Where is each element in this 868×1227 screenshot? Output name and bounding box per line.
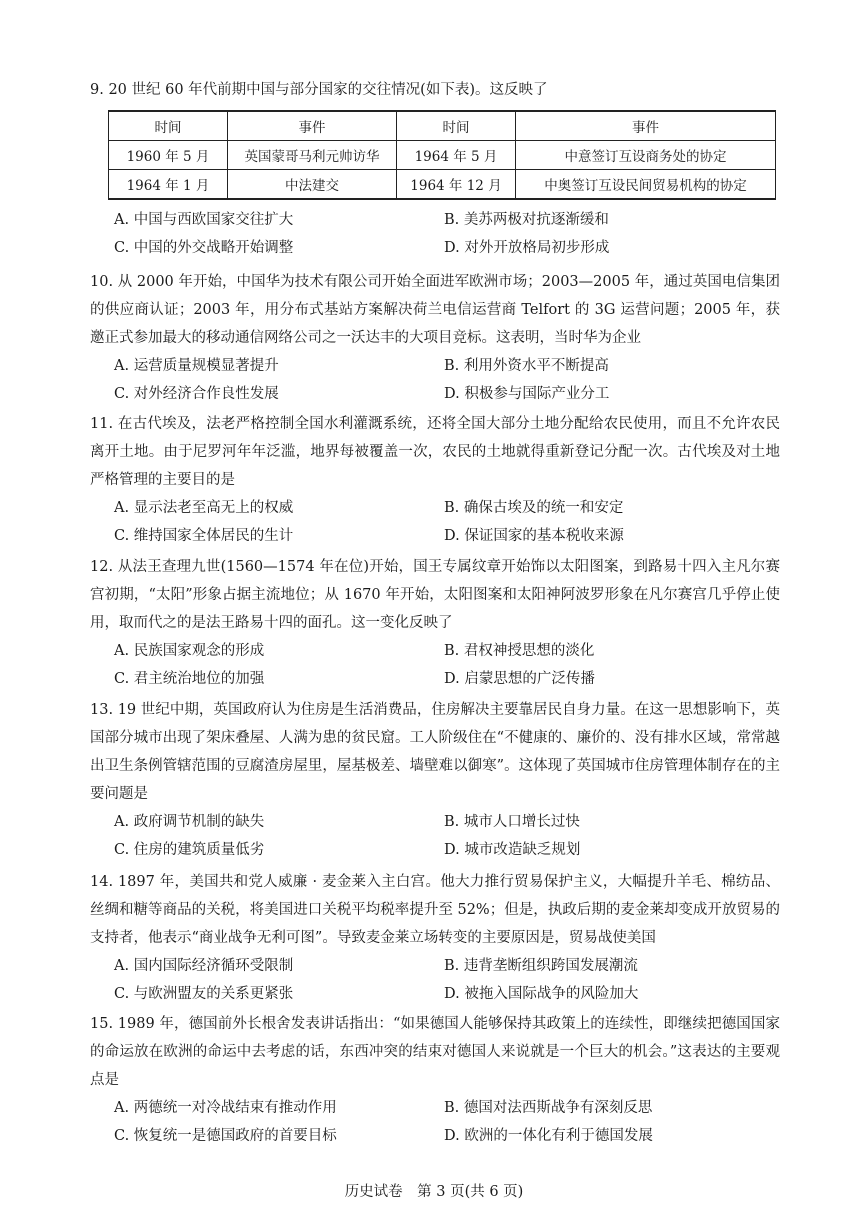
- option-c[interactable]: C. 住房的建筑质量低劣: [114, 842, 265, 858]
- table-cell: 1964 年 12 月: [397, 170, 516, 200]
- option-c[interactable]: C. 对外经济合作良性发展: [114, 386, 279, 402]
- table-cell: 中意签订互设商务处的协定: [516, 141, 776, 170]
- option-b[interactable]: B. 美苏两极对抗逐渐缓和: [444, 212, 609, 228]
- option-a[interactable]: A. 中国与西欧国家交往扩大: [114, 212, 294, 228]
- table-cell: 中法建交: [228, 170, 397, 200]
- option-d[interactable]: D. 积极参与国际产业分工: [444, 386, 610, 402]
- table-cell: 1960 年 5 月: [109, 141, 228, 170]
- question-11: [90, 410, 780, 550]
- option-b[interactable]: B. 德国对法西斯战争有深刻反思: [444, 1100, 653, 1116]
- option-b[interactable]: B. 君权神授思想的淡化: [444, 643, 595, 659]
- question-stem: 13. 19 世纪中期，英国政府认为住房是生活消费品，住房解决主要靠居民自身力量。在这一思想影响下，英国部分城市出现了架床叠屋、人满为患的贫民窟。工人阶级住在“不健康的、廉价的、没有排水区域，常常越出卫生条例管辖范围的豆腐渣房屋里，屋基极差、墙壁难以御寒”。这体现了英国城市住房管理体制存在的主要问题是: [90, 702, 780, 802]
- table-cell: 1964 年 5 月: [397, 141, 516, 170]
- options: [114, 637, 780, 693]
- question-stem: 10. 从 2000 年开始，中国华为技术有限公司开始全面进军欧洲市场；2003—2005 年，通过英国电信集团的供应商认证；2003 年，用分布式基站方案解决荷兰电信运营商 Telfort 的 3G 运营问题；2005 年，获邀正式参加最大的移动通信网络公司之一沃达丰的大项目竞标。这表明，当时华为企业: [90, 274, 780, 346]
- option-a[interactable]: A. 运营质量规模显著提升: [114, 358, 279, 374]
- table-header: 事件: [516, 111, 776, 141]
- table-header: 时间: [109, 111, 228, 141]
- option-b[interactable]: B. 违背垄断组织跨国发展潮流: [444, 958, 638, 974]
- options: [114, 494, 780, 550]
- table-header: 时间: [397, 111, 516, 141]
- option-d[interactable]: D. 启蒙思想的广泛传播: [444, 671, 595, 687]
- option-b[interactable]: B. 城市人口增长过快: [444, 814, 580, 830]
- option-c[interactable]: C. 中国的外交战略开始调整: [114, 240, 294, 256]
- option-c[interactable]: C. 君主统治地位的加强: [114, 671, 265, 687]
- question-stem: 12. 从法王查理九世(1560—1574 年在位)开始，国王专属纹章开始饰以太阳图案，到路易十四入主凡尔赛宫初期，“太阳”形象占据主流地位；从 1670 年开始，太阳图案和太阳神阿波罗形象在凡尔赛宫几乎停止使用，取而代之的是法王路易十四的面孔。这一变化反映了: [90, 559, 780, 631]
- option-d[interactable]: D. 对外开放格局初步形成: [444, 240, 610, 256]
- option-a[interactable]: A. 显示法老至高无上的权威: [114, 500, 294, 516]
- question-stem: 14. 1897 年，美国共和党人威廉 · 麦金莱入主白宫。他大力推行贸易保护主义，大幅提升羊毛、棉纺品、丝绸和糖等商品的关税，将美国进口关税平均税率提升至 52%；但是，执政后期的麦金莱却变成开放贸易的支持者，他表示“商业战争无利可图”。导致麦金莱立场转变的主要原因是，贸易战使美国: [90, 874, 780, 946]
- question-15: [90, 1010, 780, 1150]
- question-10: [90, 268, 780, 408]
- option-c[interactable]: C. 维持国家全体居民的生计: [114, 528, 294, 544]
- exchange-table: [108, 110, 776, 200]
- table-row: [109, 141, 776, 170]
- option-d[interactable]: D. 保证国家的基本税收来源: [444, 528, 624, 544]
- options: [114, 352, 780, 408]
- question-stem: 15. 1989 年，德国前外长根舍发表讲话指出：“如果德国人能够保持其政策上的连续性，即继续把德国国家的命运放在欧洲的命运中去考虑的话，东西冲突的结束对德国人来说就是一个巨大的机会。”这表达的主要观点是: [90, 1016, 780, 1088]
- option-a[interactable]: A. 两德统一对冷战结束有推动作用: [114, 1100, 337, 1116]
- option-a[interactable]: A. 国内国际经济循环受限制: [114, 958, 294, 974]
- option-d[interactable]: D. 被拖入国际战争的风险加大: [444, 986, 639, 1002]
- table-header: 事件: [228, 111, 397, 141]
- table-row: [109, 170, 776, 200]
- question-14: [90, 868, 780, 1008]
- options: [114, 206, 780, 262]
- option-a[interactable]: A. 政府调节机制的缺失: [114, 814, 265, 830]
- question-13: [90, 696, 780, 864]
- option-d[interactable]: D. 城市改造缺乏规划: [444, 842, 581, 858]
- question-12: [90, 553, 780, 693]
- option-c[interactable]: C. 恢复统一是德国政府的首要目标: [114, 1128, 337, 1144]
- options: [114, 1094, 780, 1150]
- option-a[interactable]: A. 民族国家观念的形成: [114, 643, 265, 659]
- question-stem: 9. 20 世纪 60 年代前期中国与部分国家的交往情况(如下表)。这反映了: [90, 82, 548, 98]
- option-c[interactable]: C. 与欧洲盟友的关系更紧张: [114, 986, 294, 1002]
- options: [114, 952, 780, 1008]
- table-cell: 英国蒙哥马利元帅访华: [228, 141, 397, 170]
- option-d[interactable]: D. 欧洲的一体化有利于德国发展: [444, 1128, 653, 1144]
- question-9: [90, 76, 780, 262]
- question-stem: 11. 在古代埃及，法老严格控制全国水利灌溉系统，还将全国大部分土地分配给农民使用，而且不允许农民离开土地。由于尼罗河年年泛滥，地界每被覆盖一次，农民的土地就得重新登记分配一次。古代埃及对土地严格管理的主要目的是: [90, 416, 780, 488]
- option-b[interactable]: B. 利用外资水平不断提高: [444, 358, 609, 374]
- options: [114, 808, 780, 864]
- page-footer: 历史试卷 第 3 页(共 6 页): [344, 1184, 524, 1200]
- table-cell: 中奥签订互设民间贸易机构的协定: [516, 170, 776, 200]
- option-b[interactable]: B. 确保古埃及的统一和安定: [444, 500, 624, 516]
- table-cell: 1964 年 1 月: [109, 170, 228, 200]
- table-header-row: [109, 111, 776, 141]
